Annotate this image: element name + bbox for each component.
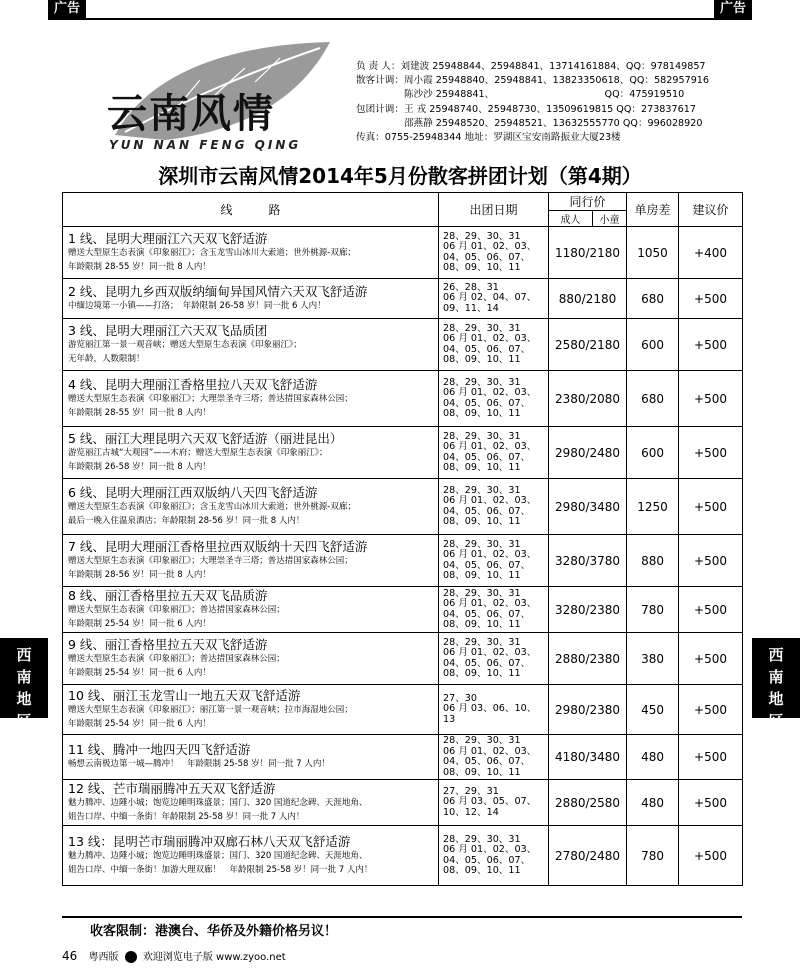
route-title: 2 线、昆明九乡西双版纳缅甸异国风情六天双飞舒适游 (68, 283, 368, 299)
contact-line: 传真：0755-25948344 地址：罗湖区宝安南路振业大厦23楼 (356, 131, 621, 143)
suggested-price: +500 (679, 826, 743, 886)
single-supplement: 780 (627, 587, 679, 633)
logo-name: 云南风情 (107, 90, 275, 137)
peer-price: 2880/2580 (549, 780, 627, 826)
route-desc: 畅想云南极边第一城—腾冲！ 年龄限制 25-58 岁！同一批 7 人内！ (68, 759, 330, 770)
single-supplement: 780 (627, 826, 679, 886)
suggested-price: +500 (679, 587, 743, 633)
departure-dates: 28、29、30、31 06 月 01、02、03、 04、05、06、07、 08、09、10、11 (439, 587, 549, 633)
suggested-price: +500 (679, 319, 743, 371)
suggested-price: +500 (679, 279, 743, 319)
peer-price: 2980/2380 (549, 685, 627, 735)
table-row (63, 319, 743, 371)
route-desc: 魅力腾冲、边陲小城；饱览边睡明珠盛景；国门、320 国道纪念碑、天涯地角、 (68, 798, 368, 808)
peer-price: 2880/2380 (549, 633, 627, 685)
suggested-price: +400 (679, 227, 743, 279)
route-cell (63, 371, 439, 427)
single-supplement: 480 (627, 780, 679, 826)
single-supplement: 1050 (627, 227, 679, 279)
table-row (63, 780, 743, 826)
contact-line: 散客计调：周小霞 25948840、25948841、13823350618、QQ：582957916 (356, 75, 710, 87)
suggested-price: +500 (679, 735, 743, 780)
single-supplement: 1250 (627, 479, 679, 535)
region-label: 西南地区 (16, 646, 32, 730)
route-desc: 最后一晚入住温泉酒店；年龄限制 28-56 岁！同一批 8 人内！ (68, 515, 305, 526)
single-supplement: 880 (627, 535, 679, 587)
departure-dates: 27、30 06 月 03、06、10、 13 (439, 685, 549, 735)
route-desc: 赠送大型原生态表演《印象丽江》；丽江第一景一观音峡；拉市海湿地公园； (68, 705, 353, 715)
company-logo (95, 40, 345, 150)
route-desc: 年龄限制 25-54 岁！同一批 6 人内！ (68, 618, 211, 629)
suggested-price: +500 (679, 685, 743, 735)
peer-price: 2380/2080 (549, 371, 627, 427)
route-title: 7 线、昆明大理丽江香格里拉西双版纳十天四飞舒适游 (68, 539, 368, 554)
route-title: 13 线：昆明芒市瑞丽腾冲双廊石林八天双飞舒适游 (68, 834, 351, 849)
departure-dates: 28、29、30、31 06 月 01、02、03、 04、05、06、07、 08、09、10、11 (439, 535, 549, 587)
table-row (63, 633, 743, 685)
table-row (63, 479, 743, 535)
route-title: 9 线、丽江香格里拉五天双飞舒适游 (68, 637, 268, 652)
circle-icon (125, 951, 137, 963)
page-title: 深圳市云南风情2014年5月份散客拼团计划（第4期） (158, 164, 642, 188)
peer-price: 2580/2180 (549, 319, 627, 371)
single-supplement: 680 (627, 371, 679, 427)
logo-pinyin: YUN NAN FENG QING (109, 138, 302, 152)
route-title: 4 线、昆明大理丽江香格里拉八天双飞舒适游 (68, 377, 318, 392)
route-cell (63, 427, 439, 479)
route-desc: 魅力腾冲、边陲小城；饱览边睡明珠盛景；国门、320 国道纪念碑、天涯地角、 (68, 851, 368, 861)
page-number: 46 (62, 949, 78, 963)
route-title: 1 线、昆明大理丽江六天双飞舒适游 (68, 231, 268, 246)
route-desc: 年龄限制 25-54 岁！同一批 6 人内！ (68, 718, 211, 729)
route-cell (63, 535, 439, 587)
route-desc: 赠送大型原生态表演《印象丽江》；大理崇圣寺三塔；普达措国家森林公园； (68, 556, 353, 566)
departure-dates: 28、29、30、31 06 月 01、02、03、 04、05、06、07、 08、09、10、11 (439, 826, 549, 886)
header-suggest: 建议价 (679, 193, 743, 227)
footer-url[interactable]: www.zyoo.net (216, 952, 286, 963)
route-desc: 中缅边境第一小镇——打洛； 年龄限制 26-58 岁！同一批 6 人内！ (68, 300, 326, 311)
peer-price: 1180/2180 (549, 227, 627, 279)
route-cell (63, 685, 439, 735)
departure-dates: 27、29、31 06 月 03、05、07、 10、12、14 (439, 780, 549, 826)
route-cell (63, 633, 439, 685)
suggested-price: +500 (679, 371, 743, 427)
top-rule (48, 18, 752, 20)
region-tab-left (0, 638, 48, 730)
contact-line: 邵燕静 25948520、25948521、13632555770 QQ：996028920 (356, 117, 703, 129)
departure-dates: 28、29、30、31 06 月 01、02、03、 04、05、06、07、 08、09、10、11 (439, 735, 549, 780)
region-tab-right (752, 638, 800, 730)
corner-label-left: 广告 (48, 0, 86, 18)
contact-line: 陈沙沙 25948841、 QQ：475919510 (356, 89, 685, 101)
departure-dates: 28、29、30、31 06 月 01、02、03、 04、05、06、07、 08、09、10、11 (439, 319, 549, 371)
header-child: 小童 (593, 211, 627, 227)
route-desc: 赠送大型原生态表演《印象丽江》；普达措国家森林公园； (68, 605, 285, 615)
single-supplement: 600 (627, 319, 679, 371)
header-route: 线 路 (63, 193, 439, 227)
route-desc: 赠送大型原生态表演《印象丽江》；含玉龙雪山冰川大索道；世外桃源-双廊； (68, 248, 356, 258)
header-single: 单房差 (627, 193, 679, 227)
route-cell (63, 587, 439, 633)
route-title: 8 线、丽江香格里拉五天双飞品质游 (68, 588, 268, 603)
region-label: 西南地区 (768, 646, 784, 730)
table-row (63, 685, 743, 735)
route-desc: 赠送大型原生态表演《印象丽江》；含玉龙雪山冰川大索道；世外桃源-双廊； (68, 502, 356, 512)
route-desc: 姐告口岸、中缅一条街！年龄限制 25-58 岁！同一批 7 人内！ (68, 811, 305, 822)
route-desc: 年龄限制 25-54 岁！同一批 6 人内！ (68, 667, 211, 678)
contact-line: 负 责 人：刘建波 25948844、25948841、13714161884、QQ：978149857 (356, 61, 706, 72)
route-desc: 年龄限制 28-55 岁！同一批 8 人内！ (68, 261, 211, 272)
route-title: 11 线、腾冲一地四天四飞舒适游 (68, 742, 251, 758)
route-desc: 姐告口岸、中缅一条街！加游大理双廊！ 年龄限制 25-58 岁！同一批 7 人内！ (68, 864, 373, 875)
departure-dates: 28、29、30、31 06 月 01、02、03、 04、05、06、07、 08、09、10、11 (439, 479, 549, 535)
suggested-price: +500 (679, 427, 743, 479)
suggested-price: +500 (679, 479, 743, 535)
departure-dates: 26、28、31 06 月 02、04、07、 09、11、14 (439, 279, 549, 319)
table-row (63, 279, 743, 319)
route-cell (63, 279, 439, 319)
suggested-price: +500 (679, 633, 743, 685)
header-date: 出团日期 (439, 193, 549, 227)
route-desc: 年龄限制 28-55 岁！同一批 8 人内！ (68, 407, 211, 418)
peer-price: 2780/2480 (549, 826, 627, 886)
route-desc: 年龄限制 28-56 岁！同一批 8 人内！ (68, 569, 211, 580)
table-row (63, 227, 743, 279)
route-cell (63, 780, 439, 826)
edition-label: 粤西版 (88, 952, 119, 963)
route-title: 6 线、昆明大理丽江西双版纳八天四飞舒适游 (68, 485, 318, 500)
departure-dates: 28、29、30、31 06 月 01、02、03、 04、05、06、07、 08、09、10、11 (439, 227, 549, 279)
schedule-table (62, 192, 742, 886)
suggested-price: +500 (679, 780, 743, 826)
table-row (63, 735, 743, 780)
header-adult: 成人 (549, 211, 593, 227)
peer-price: 3280/3780 (549, 535, 627, 587)
table-row (63, 535, 743, 587)
single-supplement: 450 (627, 685, 679, 735)
single-supplement: 380 (627, 633, 679, 685)
footer-slogan: 欢迎浏览电子版 (142, 952, 213, 963)
route-title: 10 线、丽江玉龙雪山一地五天双飞舒适游 (68, 688, 301, 703)
suggested-price: +500 (679, 535, 743, 587)
table-row (63, 587, 743, 633)
route-cell (63, 735, 439, 780)
corner-label-right: 广告 (714, 0, 752, 18)
route-cell (63, 319, 439, 371)
single-supplement: 480 (627, 735, 679, 780)
table-row (63, 826, 743, 886)
route-desc: 赠送大型原生态表演《印象丽江》；大理崇圣寺三塔；普达措国家森林公园； (68, 394, 353, 404)
table-row (63, 371, 743, 427)
departure-dates: 28、29、30、31 06 月 01、02、03、 04、05、06、07、 08、09、10、11 (439, 633, 549, 685)
route-cell (63, 227, 439, 279)
booking-note: 收客限制：港澳台、华侨及外籍价格另议！ (90, 924, 338, 939)
route-desc: 年龄限制 26-58 岁！同一批 8 人内！ (68, 461, 211, 472)
departure-dates: 28、29、30、31 06 月 01、02、03、 04、05、06、07、 08、09、10、11 (439, 371, 549, 427)
route-cell (63, 479, 439, 535)
route-title: 12 线、芒市瑞丽腾冲五天双飞舒适游 (68, 781, 276, 796)
peer-price: 2980/3480 (549, 479, 627, 535)
departure-dates: 28、29、30、31 06 月 01、02、03、 04、05、06、07、 08、09、10、11 (439, 427, 549, 479)
peer-price: 2980/2480 (549, 427, 627, 479)
route-desc: 游览丽江古城“大观园”——木府；赠送大型原生态表演《印象丽江》； (68, 448, 328, 458)
peer-price: 4180/3480 (549, 735, 627, 780)
single-supplement: 680 (627, 279, 679, 319)
route-desc: 无年龄，人数限制！ (68, 353, 145, 364)
route-title: 3 线、昆明大理丽江六天双飞品质团 (68, 323, 268, 338)
header-price: 同行价 (549, 193, 627, 211)
note-rule (62, 916, 742, 918)
table-row (63, 427, 743, 479)
route-desc: 赠送大型原生态表演《印象丽江》；普达措国家森林公园； (68, 654, 285, 664)
route-desc: 游览丽江第一景一观音峡；赠送大型原生态表演《印象丽江》； (68, 340, 302, 350)
route-title: 5 线、丽江大理昆明六天双飞舒适游（丽进昆出） (68, 431, 343, 446)
contact-block (356, 60, 709, 145)
contact-line: 包团计调：王 戎 25948740、25948730、13509619815 QQ：273837617 (356, 103, 696, 115)
route-cell (63, 826, 439, 886)
peer-price: 3280/2380 (549, 587, 627, 633)
peer-price: 880/2180 (549, 279, 627, 319)
single-supplement: 600 (627, 427, 679, 479)
page-footer (62, 948, 286, 963)
